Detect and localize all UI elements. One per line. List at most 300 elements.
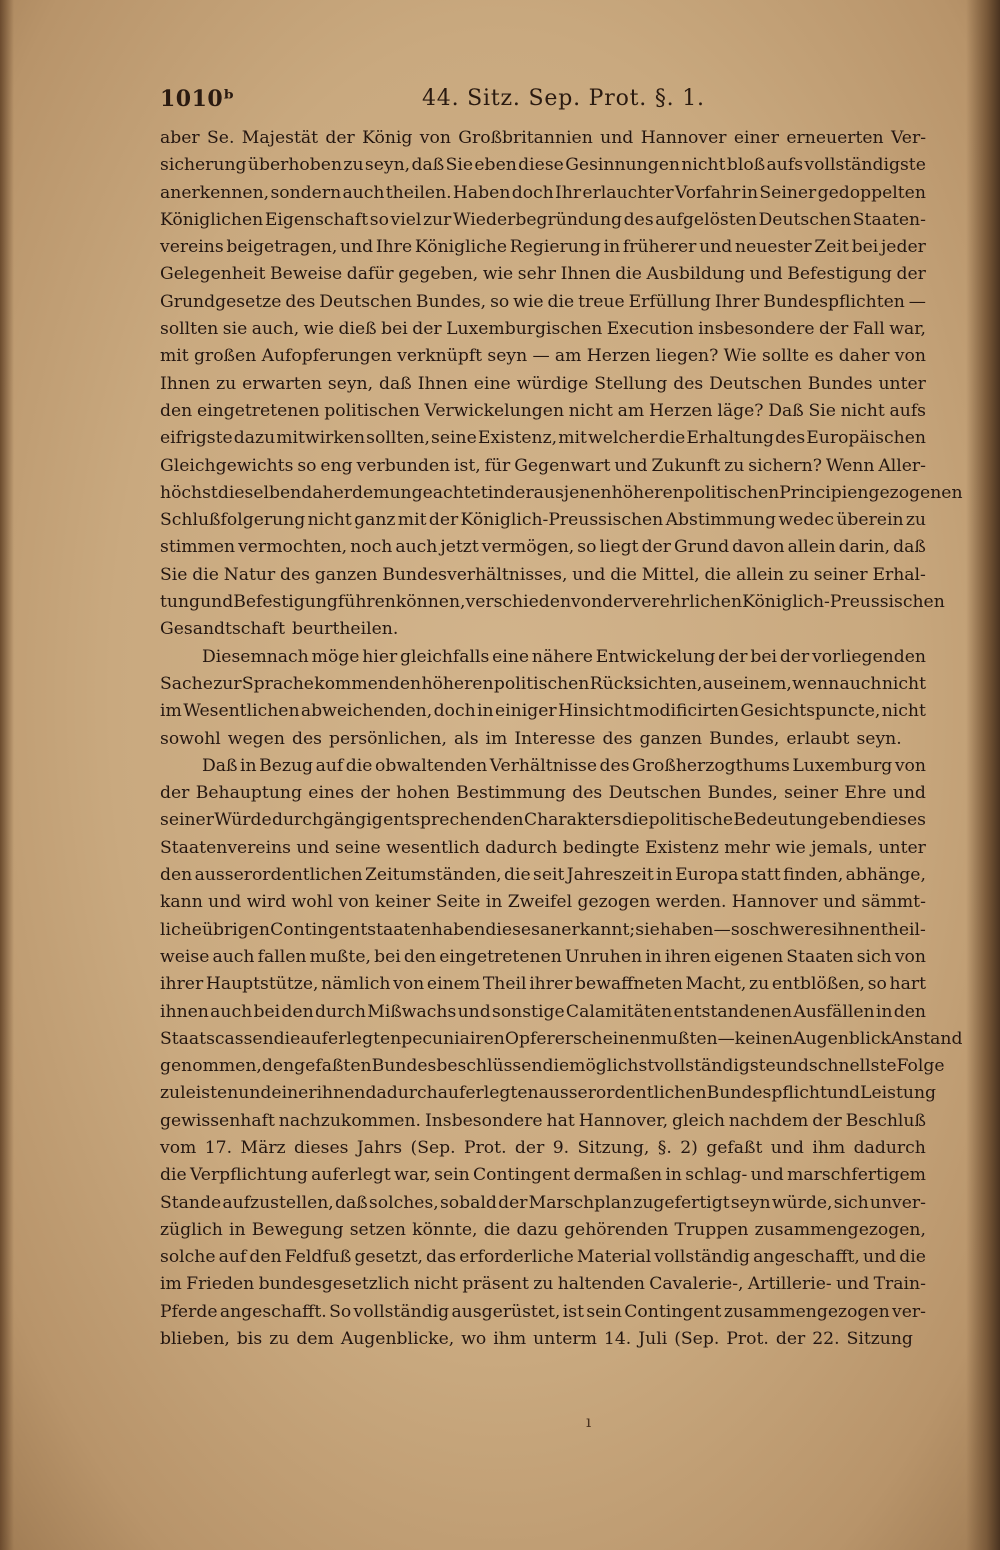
word: Ihre	[375, 237, 413, 258]
word: mehr	[724, 837, 770, 858]
word: Erhal-	[872, 564, 926, 585]
word: so	[730, 919, 750, 940]
word: auf	[315, 755, 344, 776]
word: sondern	[270, 182, 342, 203]
word: daß	[334, 1192, 368, 1213]
word: der	[504, 482, 534, 503]
word: Hauptstütze,	[205, 974, 319, 995]
word: auferlegt	[311, 1165, 391, 1186]
word: eine	[473, 373, 511, 394]
word: die	[160, 1165, 187, 1186]
word: (Sep.	[674, 1329, 720, 1350]
word: die	[621, 810, 649, 831]
word: Jahrs	[356, 1137, 403, 1158]
word: Befestigung	[233, 592, 338, 613]
word: stimmen	[160, 537, 236, 558]
word: §.	[657, 1137, 672, 1158]
word: der	[160, 783, 190, 804]
word: Herzen	[648, 400, 713, 421]
word: Verwickelungen	[424, 400, 565, 421]
text-line	[160, 1162, 926, 1189]
word: 22.	[812, 1329, 840, 1350]
text-line	[160, 289, 926, 316]
text-line	[160, 180, 926, 207]
word: keiner	[374, 892, 431, 913]
word: 14.	[603, 1329, 632, 1350]
word: doch	[511, 182, 554, 203]
word: kann	[160, 892, 203, 913]
word: und	[699, 237, 733, 258]
word: wohl	[291, 892, 334, 913]
word: den	[403, 946, 437, 967]
word: Beschluß	[845, 1110, 926, 1131]
word: zu	[216, 373, 237, 394]
word: vollständig	[654, 1247, 750, 1268]
word: der	[818, 319, 849, 340]
word: vollständigste	[654, 1056, 776, 1077]
word: züglich	[160, 1219, 223, 1240]
word: Wenn	[825, 455, 875, 476]
word: war,	[889, 319, 926, 340]
word: leisten	[180, 1083, 239, 1104]
word: des	[673, 373, 704, 394]
word: Schlußfolgerung	[160, 510, 306, 531]
word: seyn,	[364, 155, 411, 176]
word: Leistung	[860, 1083, 937, 1104]
word: Vorfahr	[674, 182, 741, 203]
word: Bundes	[807, 373, 873, 394]
word: großen	[193, 346, 257, 367]
word: die	[610, 564, 637, 585]
word: Königlich-Preussischen	[460, 510, 664, 531]
text-line	[160, 1326, 926, 1353]
word: am	[554, 346, 582, 367]
word: seine	[334, 837, 381, 858]
word: Unruhen	[564, 946, 643, 967]
text-line	[160, 371, 926, 398]
word: —	[717, 1028, 735, 1049]
word: den	[160, 865, 193, 886]
word: die	[503, 865, 531, 886]
word: bewaffneten	[575, 974, 683, 995]
word: nicht	[307, 510, 352, 531]
word: fallen	[257, 946, 307, 967]
word: so	[297, 455, 317, 476]
text-line	[160, 343, 926, 370]
word: hat	[546, 1110, 575, 1131]
word: entsprechenden	[383, 810, 524, 831]
word: politische	[648, 810, 734, 831]
word: erscheinen	[554, 1028, 651, 1049]
word: zu	[343, 155, 364, 176]
word: Ausfällen	[793, 1001, 875, 1022]
word: zu	[533, 1274, 554, 1295]
word: keinen	[734, 1028, 794, 1049]
word: einer	[733, 128, 780, 148]
word: und	[200, 592, 234, 613]
word: hohen	[396, 783, 450, 804]
word: haben	[659, 919, 714, 940]
word: bei	[374, 946, 401, 967]
word: so	[577, 537, 597, 558]
word: nicht	[413, 1274, 459, 1295]
word: in	[741, 182, 759, 203]
word: in	[665, 1165, 682, 1186]
word: Bezug	[259, 755, 314, 776]
word: eine	[492, 646, 530, 667]
word: Ihr	[555, 182, 582, 203]
word: gehörenden	[564, 1219, 669, 1240]
text-line	[160, 999, 926, 1026]
word: mit	[397, 510, 427, 531]
word: kommenden	[314, 673, 422, 694]
text-line	[160, 835, 926, 862]
word: Seiner	[759, 182, 817, 203]
word: sämmt-	[861, 892, 926, 913]
word: wedec	[778, 510, 834, 531]
word: und	[614, 455, 648, 476]
text-line	[160, 1271, 926, 1298]
word: würde,	[771, 1192, 833, 1213]
word: Eigenschaft	[264, 209, 369, 230]
word: der	[779, 646, 810, 667]
word: der	[602, 592, 632, 613]
word: Seite	[435, 892, 481, 913]
word: theilen.	[385, 182, 452, 203]
word: von	[894, 946, 926, 967]
word: vollständig	[353, 1301, 450, 1322]
word: höheren	[421, 673, 494, 694]
word: beurtheilen.	[291, 619, 399, 640]
word: ist	[562, 1301, 584, 1322]
word: ihnen	[316, 1083, 366, 1104]
word: politischen	[683, 482, 780, 503]
word: von	[393, 974, 425, 995]
word: das	[426, 1247, 457, 1268]
word: zu	[788, 564, 809, 585]
word: unterm	[533, 1329, 597, 1350]
word: Frieden	[186, 1274, 255, 1295]
word: die	[345, 755, 373, 776]
word: sichern?	[748, 455, 822, 476]
word: wie	[303, 319, 335, 340]
word: bei	[851, 237, 879, 258]
word: daß	[893, 537, 926, 558]
word: als	[453, 728, 479, 749]
word: des	[602, 728, 633, 749]
word: Charakters	[523, 810, 622, 831]
text-line	[160, 1135, 926, 1162]
word: von	[894, 755, 926, 776]
word: präsent	[462, 1274, 529, 1295]
word: vereins	[160, 237, 224, 258]
word: entblößen,	[771, 974, 866, 995]
word: war,	[394, 1165, 431, 1186]
word: Gleichgewichts	[160, 455, 294, 476]
word: dazu	[516, 1219, 558, 1240]
running-head: 44. Sitz. Sep. Prot. §. 1.	[422, 86, 705, 111]
word: seine	[431, 428, 477, 449]
word: ihm	[493, 1329, 527, 1350]
word: des	[291, 728, 322, 749]
word: erwarten	[242, 373, 322, 394]
word: insbesondere	[698, 319, 815, 340]
word: Existenz	[645, 837, 719, 858]
word: davon	[732, 537, 785, 558]
word: angeschafft,	[753, 1247, 860, 1268]
word: gleich	[672, 1110, 725, 1131]
word: zu	[749, 974, 770, 995]
text-line	[160, 261, 926, 288]
word: abweichenden,	[300, 701, 433, 722]
word: Hannover	[731, 892, 818, 913]
word: blieben,	[160, 1329, 230, 1350]
word: dem	[296, 1329, 334, 1350]
word: Diesemnach	[202, 646, 309, 667]
word: den	[249, 1247, 282, 1268]
word: nachzukommen.	[278, 1110, 421, 1131]
text-line	[160, 425, 926, 452]
word: der	[775, 1329, 806, 1350]
word: von	[419, 128, 451, 148]
word: auch	[210, 1001, 253, 1022]
footer-mark: ı	[586, 1412, 592, 1431]
word: und	[750, 1165, 784, 1186]
word: Ehre	[844, 783, 887, 804]
word: dazu	[233, 428, 276, 449]
word: Daß	[768, 400, 804, 421]
word: des	[623, 209, 654, 230]
word: auch,	[251, 319, 300, 340]
word: gegeben,	[398, 264, 479, 285]
word: überhoben	[247, 155, 343, 176]
word: Sache	[160, 673, 213, 694]
word: mitwirken	[276, 428, 366, 449]
text-line	[160, 807, 926, 834]
word: verschieden	[465, 592, 572, 613]
word: Wesentlichen	[183, 701, 300, 722]
word: Deutschen	[608, 783, 702, 804]
word: des	[280, 564, 310, 585]
word: Abstimmung	[665, 510, 776, 531]
word: erneuerten	[786, 128, 884, 148]
word: Würde	[214, 810, 272, 831]
word: Staaten-	[852, 209, 926, 230]
word: überein	[836, 510, 904, 531]
word: Material	[576, 1247, 652, 1268]
word: Feldfuß	[284, 1247, 352, 1268]
word: Gesinnungen	[565, 155, 680, 176]
word: einer	[271, 1083, 317, 1104]
word: Bedeutung	[733, 810, 829, 831]
word: der	[428, 510, 459, 531]
word: treue	[578, 291, 625, 312]
word: setzen	[349, 1219, 406, 1240]
word: durchgängig	[271, 810, 383, 831]
word: seyn	[730, 1192, 771, 1213]
text-line	[160, 917, 926, 944]
word: ihren	[664, 946, 711, 967]
word: des	[599, 755, 630, 776]
word: solches,	[368, 1192, 439, 1213]
word: auch	[839, 673, 882, 694]
word: seyn.	[856, 728, 902, 749]
word: sie	[635, 919, 660, 940]
word: der	[896, 264, 926, 285]
word: Hannover,	[578, 1110, 669, 1131]
word: nachdem	[728, 1110, 809, 1131]
word: Wie	[723, 346, 757, 367]
word: Sitzung	[846, 1329, 913, 1350]
word: früherer	[622, 237, 697, 258]
word: daß	[411, 155, 445, 176]
word: eines	[308, 783, 355, 804]
text-line	[160, 1026, 963, 1053]
word: marschfertigem	[787, 1165, 926, 1186]
word: und	[296, 837, 330, 858]
word: Pferde	[160, 1301, 218, 1322]
word: bei	[381, 319, 408, 340]
word: ihnen	[160, 1001, 209, 1022]
word: weise	[160, 946, 210, 967]
word: Bundespflicht	[706, 1083, 827, 1104]
word: dieß	[338, 319, 377, 340]
word: gefaßten	[294, 1056, 372, 1077]
text-line	[160, 589, 945, 616]
word: diese	[518, 155, 564, 176]
word: Europa	[675, 865, 739, 886]
text-line	[160, 234, 926, 261]
word: theil-	[880, 919, 926, 940]
word: möge	[311, 646, 360, 667]
word: aus	[533, 482, 564, 503]
word: Contingent	[624, 1301, 722, 1322]
text-line	[160, 671, 926, 698]
word: welcher	[588, 428, 658, 449]
text-line	[160, 1299, 926, 1326]
word: allein	[787, 537, 836, 558]
word: eng	[320, 455, 353, 476]
word: Sie	[808, 400, 836, 421]
word: Königlich-Preussischen	[742, 592, 945, 613]
word: Europäischen	[806, 428, 926, 449]
word: Bundes,	[709, 728, 780, 749]
word: Truppen	[674, 1219, 749, 1240]
word: ganz	[354, 510, 396, 531]
word: die	[899, 1247, 926, 1268]
word: Grund	[674, 537, 730, 558]
word: gezogen	[577, 892, 651, 913]
word: Mittel,	[641, 564, 700, 585]
word: wie	[482, 264, 514, 285]
text-line	[160, 644, 926, 671]
word: liche	[160, 919, 202, 940]
word: sein	[586, 1301, 622, 1322]
word: auferlegten	[300, 1028, 402, 1049]
word: dieses	[871, 810, 926, 831]
word: von	[571, 592, 603, 613]
word: dieses	[485, 919, 540, 940]
word: Anstand	[890, 1028, 963, 1049]
word: wird	[246, 892, 287, 913]
word: die	[658, 428, 686, 449]
word: die	[547, 291, 575, 312]
word: in	[477, 701, 494, 722]
word: die	[483, 1219, 511, 1240]
word: wo	[461, 1329, 487, 1350]
word: Bundes,	[707, 783, 778, 804]
word: Deutschen	[319, 291, 412, 312]
text-line	[160, 316, 926, 343]
word: seiner	[813, 564, 868, 585]
word: politischen	[324, 400, 420, 421]
text-line	[160, 726, 926, 753]
word: Cavalerie-,	[649, 1274, 744, 1295]
text-line	[160, 125, 926, 152]
word: Zeitumständen,	[364, 865, 502, 886]
word: in	[875, 1001, 893, 1022]
word: zu	[905, 510, 926, 531]
word: eben	[828, 810, 872, 831]
word: schlag-	[685, 1165, 748, 1186]
word: sicherung	[160, 155, 247, 176]
word: und	[892, 783, 926, 804]
word: in	[603, 237, 621, 258]
word: entstandenen	[673, 1001, 793, 1022]
word: der	[498, 1192, 528, 1213]
word: und	[600, 128, 634, 148]
text-line	[160, 1244, 926, 1271]
word: Gesichtspuncte,	[740, 701, 881, 722]
word: verbunden	[356, 455, 451, 476]
word: erlaubt	[786, 728, 850, 749]
word: Zweifel	[507, 892, 573, 913]
text-line	[160, 889, 926, 916]
word: und	[770, 1137, 804, 1158]
word: möglichst	[569, 1056, 655, 1077]
word: nähere	[531, 646, 593, 667]
word: verehrlichen	[631, 592, 743, 613]
word: So	[329, 1301, 352, 1322]
word: gedoppelten	[817, 182, 926, 203]
word: noch	[350, 537, 393, 558]
word: abhänge,	[845, 865, 926, 886]
word: jeder	[880, 237, 926, 258]
word: seiner	[784, 783, 839, 804]
word: aber	[160, 128, 200, 148]
word: eben	[474, 155, 517, 176]
word: aufs	[889, 400, 926, 421]
text-line	[160, 698, 926, 725]
word: den	[160, 400, 193, 421]
word: jetzt	[440, 537, 479, 558]
word: und	[749, 264, 783, 285]
word: Ihnen	[160, 373, 211, 394]
text-line	[160, 944, 926, 971]
word: sich	[833, 1192, 869, 1213]
word: höheren	[611, 482, 684, 503]
text-line	[160, 480, 963, 507]
word: Sitzung,	[577, 1137, 650, 1158]
word: in	[485, 892, 503, 913]
text-line	[160, 507, 926, 534]
word: schnellste	[808, 1056, 897, 1077]
word: darin,	[838, 537, 891, 558]
word: daß	[379, 373, 412, 394]
word: ihm	[812, 1137, 846, 1158]
word: dadurch	[485, 837, 558, 858]
word: zugefertigt	[633, 1192, 730, 1213]
